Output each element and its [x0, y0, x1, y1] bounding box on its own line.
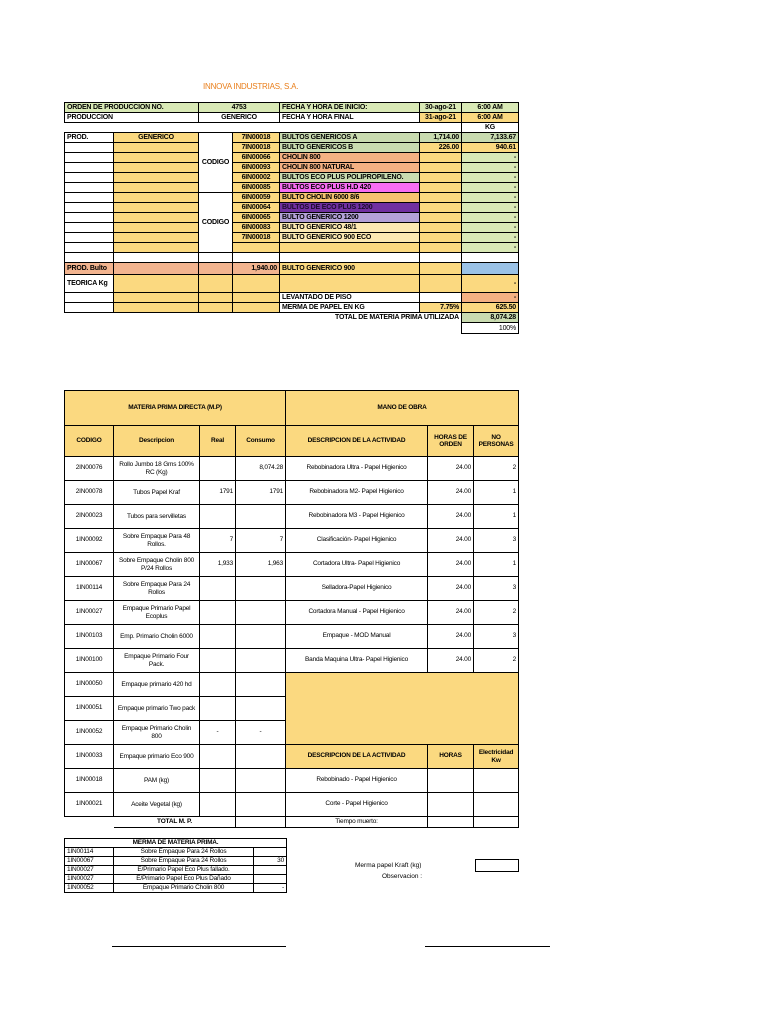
- mp-desc: PAM (kg): [114, 769, 200, 793]
- h-codigo: CODIGO: [65, 426, 114, 457]
- prod-kg: -: [462, 223, 519, 233]
- prod-kg: -: [462, 213, 519, 223]
- teorica-kg: -: [462, 275, 519, 293]
- materia-prima-table: [64, 390, 519, 828]
- orden-value: 4753: [199, 103, 280, 113]
- production-table: [64, 102, 519, 334]
- merma-code: 1IN00114: [65, 848, 114, 857]
- mo-empty-block: [286, 673, 519, 745]
- mp-code: 1IN00050: [65, 673, 114, 697]
- mo-pers: 1: [474, 553, 519, 577]
- mp-code: 1IN00027: [65, 601, 114, 625]
- mo-horas: 24.00: [428, 553, 474, 577]
- mo-act-2: Rebobinado - Papel Higienico: [286, 769, 428, 793]
- mo-horas: 24.00: [428, 577, 474, 601]
- h-real: Real: [200, 426, 236, 457]
- mo-pers: 2: [474, 457, 519, 481]
- mp-consumo: 1791: [236, 481, 286, 505]
- prod-code: 7IN00018: [233, 133, 280, 143]
- mo-horas: 24.00: [428, 481, 474, 505]
- mo-horas: 24.00: [428, 457, 474, 481]
- mp-desc: Empaque Primario Cholin 800: [114, 721, 200, 745]
- mo-act: Rebobinadora M3 - Papel Higienico: [286, 505, 428, 529]
- total-mp-value: 8,074.28: [462, 313, 519, 323]
- h-actividad-2: DESCRIPCION DE LA ACTIVIDAD: [286, 745, 428, 769]
- mp-desc: Aceite Vegetal (kg): [114, 793, 200, 817]
- mo-title: MANO DE OBRA: [286, 391, 519, 426]
- merma-code: 1IN00067: [65, 857, 114, 866]
- h-electricidad: Electricidad Kw: [474, 745, 519, 769]
- mo-pers: 3: [474, 529, 519, 553]
- kraft-label: Merma papel Kraft (kg): [355, 862, 422, 869]
- prod-code: 7IN00018: [233, 233, 280, 243]
- h-actividad: DESCRIPCION DE LA ACTIVIDAD: [286, 426, 428, 457]
- merma-code: 1IN00052: [65, 884, 114, 893]
- kraft-input[interactable]: [475, 859, 519, 872]
- merma-val: 30: [254, 857, 287, 866]
- signature-line-left: [112, 946, 286, 947]
- prod-code: 6IN00085: [233, 183, 280, 193]
- mo-act-2: Corte - Papel Higienico: [286, 793, 428, 817]
- mp-real: 1,933: [200, 553, 236, 577]
- merma-desc: E/Primario Papel Eco Plus fallado.: [114, 866, 254, 875]
- mp-code: 1IN00052: [65, 721, 114, 745]
- inicio-fecha: 30-ago-21: [420, 103, 462, 113]
- h-descripcion: Descripcion: [114, 426, 200, 457]
- mp-code: 2IN00023: [65, 505, 114, 529]
- mo-act: Rebobinadora M2- Papel Higienico: [286, 481, 428, 505]
- final-label: FECHA Y HORA FINAL: [280, 113, 420, 123]
- prod-kg: -: [462, 203, 519, 213]
- mp-code: 2IN00076: [65, 457, 114, 481]
- prod-name: BULTO GENERICOS B: [280, 143, 420, 153]
- final-fecha: 31-ago-21: [420, 113, 462, 123]
- mp-consumo: -: [236, 721, 286, 745]
- prod-kg: -: [462, 233, 519, 243]
- mp-real: -: [200, 721, 236, 745]
- mp-desc: Tubos para servilletas: [114, 505, 200, 529]
- mp-consumo: 1,963: [236, 553, 286, 577]
- mp-code: 2IN00078: [65, 481, 114, 505]
- mo-pers: 2: [474, 601, 519, 625]
- prod-name: BULTO GENERICO 48/1: [280, 223, 420, 233]
- teorica-label: TEORICA Kg: [65, 275, 114, 293]
- prod-name: BULTOS ECO PLUS H.D 420: [280, 183, 420, 193]
- observacion-label: Observacion :: [382, 873, 423, 880]
- mp-code: 1IN00033: [65, 745, 114, 769]
- mo-act: Clasificación- Papel Higienico: [286, 529, 428, 553]
- prod-code: 6IN00002: [233, 173, 280, 183]
- merma-table: [64, 838, 287, 893]
- merma-val: [254, 848, 287, 857]
- kg-label: KG: [462, 123, 519, 133]
- mp-desc: Empaque Primario Four Pack.: [114, 649, 200, 673]
- prod-name: BULTOS GENERICOS A: [280, 133, 420, 143]
- mp-desc: Sobre Empaque Para 24 Rollos: [114, 577, 200, 601]
- prod-kg: 7,133.67: [462, 133, 519, 143]
- mo-act: Banda Maquina Ultra- Papel Higienico: [286, 649, 428, 673]
- prod-name: BULTO GENERICO 900 ECO: [280, 233, 420, 243]
- merma-val: -: [254, 884, 287, 893]
- prod-name: BULTOS DE ECO PLUS 1200: [280, 203, 420, 213]
- mp-code: 1IN00100: [65, 649, 114, 673]
- prod-bulto-label: PROD. Bulto: [65, 263, 114, 275]
- mp-title: MATERIA PRIMA DIRECTA (M.P): [65, 391, 286, 426]
- prod-code: 6IN00093: [233, 163, 280, 173]
- mo-act: Selladora-Papel Higienico: [286, 577, 428, 601]
- mp-code: 1IN00103: [65, 625, 114, 649]
- prod-name: BULTO GENERICO 1200: [280, 213, 420, 223]
- prod-bulto-name: BULTO GENERICO 900: [280, 263, 420, 275]
- total-pct: 100%: [462, 323, 519, 334]
- mo-pers: 1: [474, 505, 519, 529]
- mp-desc: Empaque primario 420 hd: [114, 673, 200, 697]
- prod-kg: -: [462, 163, 519, 173]
- mp-real: 1791: [200, 481, 236, 505]
- produccion-value: GENERICO: [199, 113, 280, 123]
- codigo-label-2: CODIGO: [199, 193, 233, 253]
- prod-kg: -: [462, 173, 519, 183]
- merma-code: 1IN00027: [65, 875, 114, 884]
- total-mp-label: TOTAL DE MATERIA PRIMA UTILIZADA: [335, 314, 459, 322]
- mp-code: 1IN00018: [65, 769, 114, 793]
- prod-code: 6IN00083: [233, 223, 280, 233]
- prod-code: 6IN00059: [233, 193, 280, 203]
- mp-code: 1IN00021: [65, 793, 114, 817]
- mo-horas: 24.00: [428, 601, 474, 625]
- merma-val: [254, 875, 287, 884]
- mo-horas: 24.00: [428, 505, 474, 529]
- generico-label: GENERICO: [114, 133, 199, 143]
- prod-name: CHOLIN 800 NATURAL: [280, 163, 420, 173]
- merma-desc: E/Primario Papel Eco Plus Dañado: [114, 875, 254, 884]
- mp-desc: Tubos Papel Kraf: [114, 481, 200, 505]
- mo-pers: 2: [474, 649, 519, 673]
- total-mp: TOTAL M. P.: [114, 817, 236, 828]
- mp-desc: Rollo Jumbo 18 Gms 100% RC (Kg): [114, 457, 200, 481]
- prod-qty: 226.00: [420, 143, 462, 153]
- levantado-label: LEVANTADO DE PISO: [280, 293, 420, 303]
- orden-label: ORDEN DE PRODUCCION NO.: [65, 103, 199, 113]
- merma-code: 1IN00027: [65, 866, 114, 875]
- mp-code: 1IN00114: [65, 577, 114, 601]
- mp-code: 1IN00067: [65, 553, 114, 577]
- h-personas: NO PERSONAS: [474, 426, 519, 457]
- codigo-label-1: CODIGO: [199, 133, 233, 193]
- merma-title: MERMA DE MATERIA PRIMA.: [65, 839, 287, 848]
- mo-pers: 3: [474, 625, 519, 649]
- mp-desc: Sobre Empaque Para 48 Rollos.: [114, 529, 200, 553]
- mo-pers: 1: [474, 481, 519, 505]
- merma-label: MERMA DE PAPEL EN KG: [280, 303, 420, 313]
- merma-val: [254, 866, 287, 875]
- mo-act: Empaque - MOD Manual: [286, 625, 428, 649]
- h-horas: HORAS DE ORDEN: [428, 426, 474, 457]
- prod-code: 7IN00018: [233, 143, 280, 153]
- mp-code: 1IN00051: [65, 697, 114, 721]
- merma-desc: Sobre Empaque Para 24 Rollos: [114, 848, 254, 857]
- mo-horas: 24.00: [428, 529, 474, 553]
- prod-code: 6IN00066: [233, 153, 280, 163]
- mp-real: 7: [200, 529, 236, 553]
- company-title: INNOVA INDUSTRIAS, S.A.: [203, 82, 299, 91]
- prod-name: BULTO CHOLIN 6000 8/6: [280, 193, 420, 203]
- h-horas-2: HORAS: [428, 745, 474, 769]
- mp-consumo: 8,074.28: [236, 457, 286, 481]
- mp-desc: Empaque primario Eco 900: [114, 745, 200, 769]
- mp-desc: Empaque Primario Papel Ecoplus: [114, 601, 200, 625]
- prod-bulto-value: 1,940.00: [233, 263, 280, 275]
- inicio-hora: 6:00 AM: [462, 103, 519, 113]
- prod-kg: -: [462, 243, 519, 253]
- produccion-label: PRODUCCION: [65, 113, 199, 123]
- prod-code: 6IN00064: [233, 203, 280, 213]
- mo-horas: 24.00: [428, 649, 474, 673]
- signature-line-right: [425, 946, 550, 947]
- prod-kg: -: [462, 183, 519, 193]
- mp-desc: Empaque primario Two pack: [114, 697, 200, 721]
- mp-desc: Sobre Empaque Cholin 800 P/24 Rollos: [114, 553, 200, 577]
- inicio-label: FECHA Y HORA DE INICIO:: [280, 103, 420, 113]
- merma-desc: Empaque Primario Cholin 800: [114, 884, 254, 893]
- prod-qty: 1,714.00: [420, 133, 462, 143]
- merma-pct: 7.75%: [420, 303, 462, 313]
- mp-desc: Emp. Primario Cholin 6000: [114, 625, 200, 649]
- mp-code: 1IN00092: [65, 529, 114, 553]
- mo-act: Rebobinadora Ultra - Papel Higienico: [286, 457, 428, 481]
- prod-code: 6IN00065: [233, 213, 280, 223]
- merma-desc: Sobre Empaque Para 24 Rollos: [114, 857, 254, 866]
- mo-act: Cortadora Manual - Papel Higienico: [286, 601, 428, 625]
- levantado-kg: -: [462, 293, 519, 303]
- h-consumo: Consumo: [236, 426, 286, 457]
- prod-name: BULTOS ECO PLUS POLIPROPILENO.: [280, 173, 420, 183]
- prod-kg: -: [462, 193, 519, 203]
- mo-act: Cortadora Ultra- Papel Higienico: [286, 553, 428, 577]
- prod-kg: -: [462, 153, 519, 163]
- mp-consumo: 7: [236, 529, 286, 553]
- mo-horas: 24.00: [428, 625, 474, 649]
- mo-pers: 3: [474, 577, 519, 601]
- merma-kg: 625.50: [462, 303, 519, 313]
- final-hora: 6:00 AM: [462, 113, 519, 123]
- prod-name: CHOLIN 800: [280, 153, 420, 163]
- prod-label: PROD.: [65, 133, 114, 143]
- tiempo-muerto: Tiempo muerto:: [286, 817, 428, 828]
- prod-kg: 940.61: [462, 143, 519, 153]
